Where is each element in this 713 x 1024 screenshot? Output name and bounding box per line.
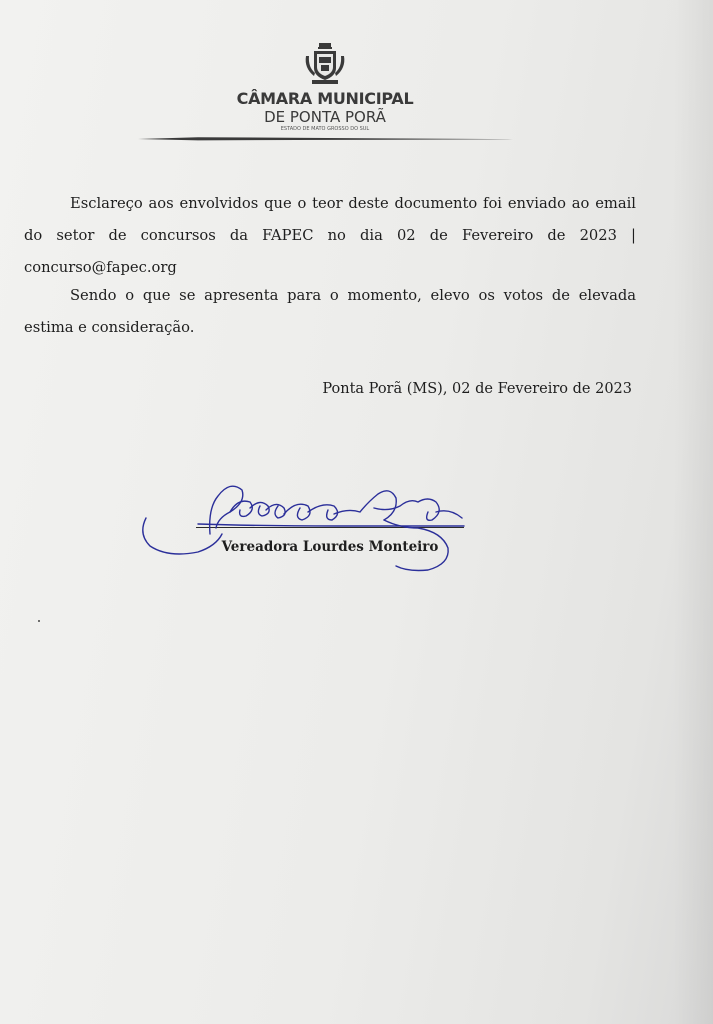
body-paragraph-2: Sendo o que se apresenta para o momento, elevo os votos de elevada estima e consideração. [24,287,636,336]
signer-name: Vereadora Lourdes Monteiro [221,539,439,555]
municipal-crest-icon [302,42,348,86]
body-paragraph-1: Esclareço aos envolvidos que o teor deste documento foi enviado ao email do setor de concursos da FAPEC no dia 02 de Fevereiro de 2023 | concurso@fapec.org [24,195,636,276]
letterhead [0,38,713,148]
paper-shadow [673,0,713,1024]
org-subtitle: DE PONTA PORÃ [264,108,386,126]
letterhead-rule [138,136,513,141]
place-date: Ponta Porã (MS), 02 de Fevereiro de 2023 [322,381,632,397]
stray-mark [38,620,40,622]
org-name: CÂMARA MUNICIPAL [236,89,414,108]
handwritten-signature [138,472,468,577]
org-state: ESTADO DE MATO GROSSO DO SUL [280,126,370,132]
